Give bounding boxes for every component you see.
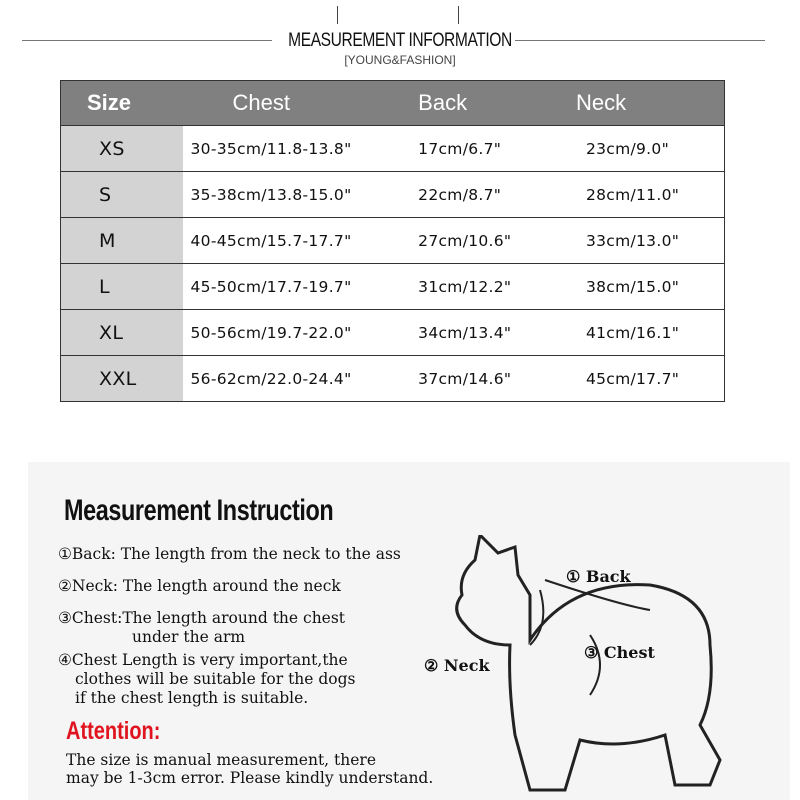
chest-cell: 40-45cm/15.7-17.7" xyxy=(183,218,409,264)
size-cell: XL xyxy=(61,310,183,356)
section-subtitle: [YOUNG&FASHION] xyxy=(344,53,456,67)
neck-cell: 41cm/16.1" xyxy=(546,310,725,356)
back-cell: 27cm/10.6" xyxy=(408,218,546,264)
instruction-line: if the chest length is suitable. xyxy=(75,689,309,707)
chest-cell: 30-35cm/11.8-13.8" xyxy=(183,126,409,172)
instruction-line: ③Chest:The length around the chest xyxy=(58,609,346,627)
chest-cell: 50-56cm/19.7-22.0" xyxy=(183,310,409,356)
back-cell: 37cm/14.6" xyxy=(408,356,546,402)
col-back: Back xyxy=(408,81,546,126)
size-cell: M xyxy=(61,218,183,264)
table-row xyxy=(61,218,725,264)
neck-cell: 38cm/15.0" xyxy=(546,264,725,310)
table-row xyxy=(61,172,725,218)
note-line: The size is manual measurement, there xyxy=(66,751,376,769)
neck-label: ② Neck xyxy=(424,656,490,675)
instruction-line: ②Neck: The length around the neck xyxy=(58,577,341,595)
size-cell: L xyxy=(61,264,183,310)
size-cell: XS xyxy=(61,126,183,172)
table-row xyxy=(61,356,725,402)
divider-tick xyxy=(458,6,459,24)
instruction-line: ①Back: The length from the neck to the ass xyxy=(58,545,401,563)
chest-cell: 45-50cm/17.7-19.7" xyxy=(183,264,409,310)
neck-cell: 23cm/9.0" xyxy=(546,126,725,172)
chest-label: ③ Chest xyxy=(584,643,655,662)
back-label: ① Back xyxy=(566,567,631,586)
instruction-line: clothes will be suitable for the dogs xyxy=(75,670,356,688)
table-row xyxy=(61,310,725,356)
instruction-line: under the arm xyxy=(132,628,246,646)
neck-cell: 33cm/13.0" xyxy=(546,218,725,264)
chest-cell: 35-38cm/13.8-15.0" xyxy=(183,172,409,218)
size-cell: XXL xyxy=(61,356,183,402)
instruction-line: ④Chest Length is very important,the xyxy=(58,651,348,669)
neck-cell: 28cm/11.0" xyxy=(546,172,725,218)
chest-cell: 56-62cm/22.0-24.4" xyxy=(183,356,409,402)
attention-heading: Attention: xyxy=(66,717,161,745)
note-line: may be 1-3cm error. Please kindly understand. xyxy=(66,769,434,787)
back-cell: 34cm/13.4" xyxy=(408,310,546,356)
col-chest: Chest xyxy=(183,81,409,126)
col-neck: Neck xyxy=(546,81,725,126)
size-table xyxy=(60,80,725,402)
back-cell: 31cm/12.2" xyxy=(408,264,546,310)
neck-cell: 45cm/17.7" xyxy=(546,356,725,402)
table-row xyxy=(61,264,725,310)
instruction-title: Measurement Instruction xyxy=(64,494,334,527)
back-cell: 22cm/8.7" xyxy=(408,172,546,218)
table-row xyxy=(61,126,725,172)
table-header xyxy=(61,81,725,126)
divider-tick xyxy=(337,6,338,24)
col-size: Size xyxy=(61,81,183,126)
back-cell: 17cm/6.7" xyxy=(408,126,546,172)
section-title: MEASUREMENT INFORMATION xyxy=(288,30,512,51)
size-cell: S xyxy=(61,172,183,218)
